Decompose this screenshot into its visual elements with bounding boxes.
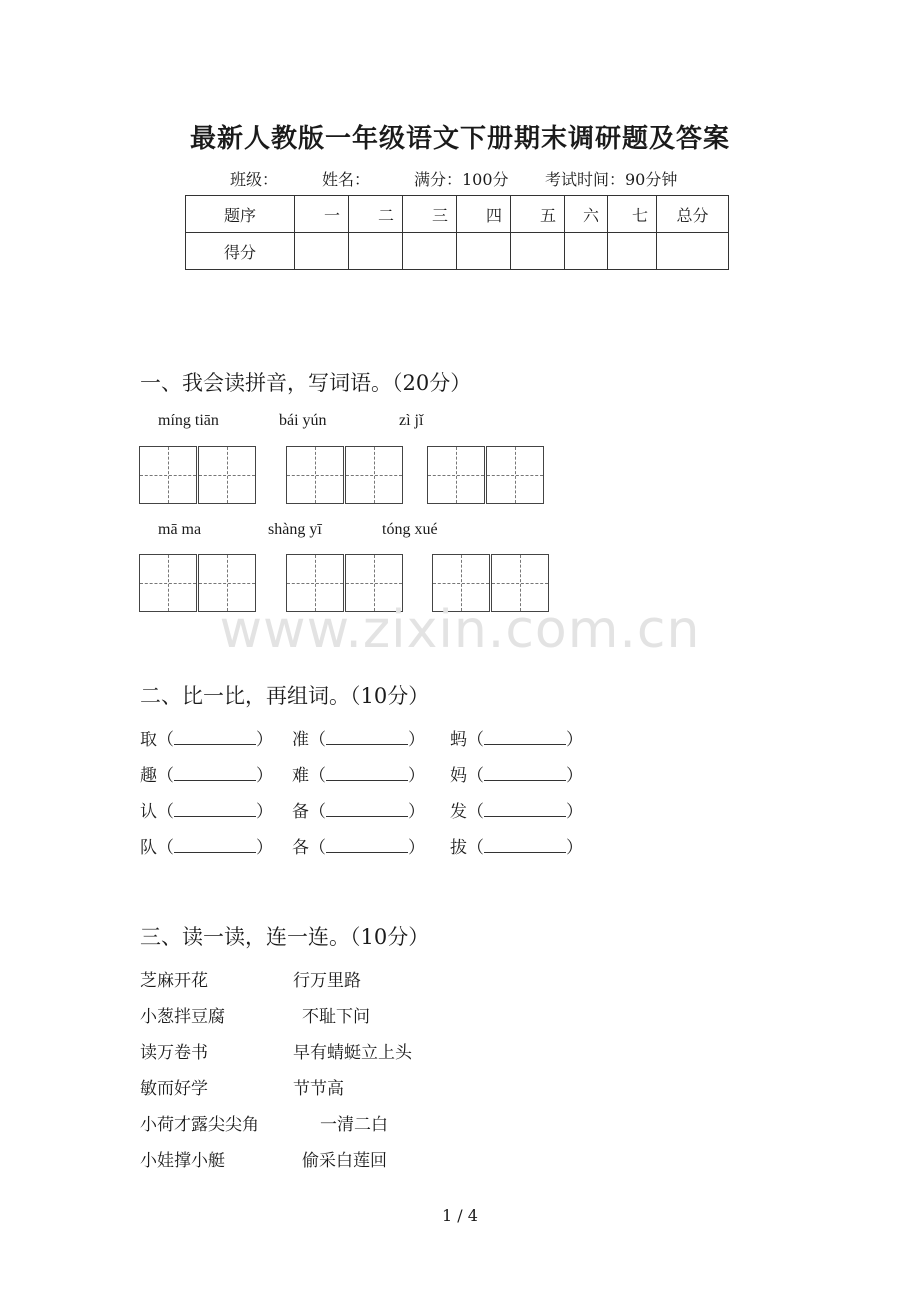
class-label: 班级： — [230, 170, 279, 189]
open-paren: （ — [467, 838, 484, 858]
score-cell[interactable] — [657, 233, 729, 270]
score-cell[interactable] — [349, 233, 403, 270]
header-cell: 五 — [511, 196, 565, 233]
answer-blank[interactable] — [484, 836, 566, 853]
writing-grid[interactable] — [427, 446, 485, 504]
character: 认 — [140, 802, 157, 822]
header-cell: 题序 — [186, 196, 295, 233]
writing-grid[interactable] — [345, 446, 403, 504]
score-cell[interactable] — [608, 233, 657, 270]
answer-blank[interactable] — [326, 836, 408, 853]
close-paren: ） — [408, 838, 425, 858]
section3-heading: 三、读一读，连一连。（10分） — [140, 925, 430, 949]
word-item — [292, 725, 425, 750]
header-cell: 总分 — [657, 196, 729, 233]
close-paren: ） — [408, 766, 425, 786]
match-right-item[interactable]: 不耻下问 — [302, 1007, 370, 1027]
match-right-item[interactable]: 行万里路 — [293, 971, 361, 991]
section1-heading: 一、我会读拼音，写词语。（20分） — [140, 371, 472, 395]
match-left-item[interactable]: 小荷才露尖尖角 — [140, 1115, 259, 1135]
writing-grid[interactable] — [486, 446, 544, 504]
match-left-item[interactable]: 敏而好学 — [140, 1079, 208, 1099]
open-paren: （ — [309, 730, 326, 750]
pinyin-label: míng tiān — [158, 412, 219, 429]
match-left-item[interactable]: 小葱拌豆腐 — [140, 1007, 225, 1027]
answer-blank[interactable] — [326, 800, 408, 817]
close-paren: ） — [566, 766, 583, 786]
match-right-item[interactable]: 节节高 — [293, 1079, 344, 1099]
open-paren: （ — [467, 730, 484, 750]
word-item — [140, 725, 273, 750]
score-table-header-row — [186, 196, 729, 233]
answer-blank[interactable] — [174, 800, 256, 817]
close-paren: ） — [256, 766, 273, 786]
watermark: www.zixin.com.cn — [219, 600, 701, 660]
character: 妈 — [450, 766, 467, 786]
close-paren: ） — [408, 802, 425, 822]
character: 发 — [450, 802, 467, 822]
name-label: 姓名： — [322, 170, 371, 189]
score-cell[interactable] — [457, 233, 511, 270]
row-label: 得分 — [186, 233, 295, 270]
header-cell: 六 — [565, 196, 608, 233]
pinyin-label: shàng yī — [268, 521, 322, 538]
score-table-row — [186, 233, 729, 270]
score-table — [185, 195, 729, 270]
answer-blank[interactable] — [484, 728, 566, 745]
page-number: 1 / 4 — [442, 1206, 478, 1225]
close-paren: ） — [256, 802, 273, 822]
answer-blank[interactable] — [174, 764, 256, 781]
word-item — [292, 833, 425, 858]
close-paren: ） — [566, 838, 583, 858]
score-cell[interactable] — [295, 233, 349, 270]
writing-grid[interactable] — [286, 446, 344, 504]
open-paren: （ — [309, 838, 326, 858]
match-right-item[interactable]: 早有蜻蜓立上头 — [293, 1043, 412, 1063]
full-score: 满分：100分 — [414, 170, 509, 189]
page-title: 最新人教版一年级语文下册期末调研题及答案 — [189, 124, 730, 154]
answer-blank[interactable] — [484, 800, 566, 817]
match-right-item[interactable]: 一清二白 — [320, 1115, 388, 1135]
word-item — [450, 761, 583, 786]
character: 各 — [292, 838, 309, 858]
header-cell: 七 — [608, 196, 657, 233]
answer-blank[interactable] — [484, 764, 566, 781]
pinyin-label: mā ma — [158, 521, 202, 538]
character: 取 — [140, 730, 157, 750]
word-item — [140, 833, 273, 858]
word-item — [450, 725, 583, 750]
match-left-item[interactable]: 读万卷书 — [140, 1043, 208, 1063]
score-cell[interactable] — [565, 233, 608, 270]
character: 难 — [292, 766, 309, 786]
word-item — [140, 797, 273, 822]
open-paren: （ — [309, 766, 326, 786]
open-paren: （ — [157, 802, 174, 822]
open-paren: （ — [467, 766, 484, 786]
open-paren: （ — [309, 802, 326, 822]
section2-heading: 二、比一比，再组词。（10分） — [140, 684, 430, 708]
writing-grid[interactable] — [139, 446, 197, 504]
match-right-item[interactable]: 偷采白莲回 — [302, 1151, 387, 1171]
character: 蚂 — [450, 730, 467, 750]
character: 趣 — [140, 766, 157, 786]
word-item — [450, 797, 583, 822]
header-cell: 四 — [457, 196, 511, 233]
header-cell: 一 — [295, 196, 349, 233]
close-paren: ） — [256, 838, 273, 858]
pinyin-label: zì jǐ — [399, 412, 424, 429]
word-item — [450, 833, 583, 858]
match-left-item[interactable]: 小娃撑小艇 — [140, 1151, 225, 1171]
open-paren: （ — [157, 730, 174, 750]
pinyin-label: bái yún — [279, 412, 327, 429]
score-cell[interactable] — [511, 233, 565, 270]
answer-blank[interactable] — [326, 764, 408, 781]
open-paren: （ — [157, 766, 174, 786]
character: 备 — [292, 802, 309, 822]
word-item — [292, 761, 425, 786]
open-paren: （ — [157, 838, 174, 858]
close-paren: ） — [566, 802, 583, 822]
exam-time: 考试时间：90分钟 — [545, 170, 678, 189]
header-cell: 三 — [403, 196, 457, 233]
character: 准 — [292, 730, 309, 750]
pinyin-label: tóng xué — [382, 521, 438, 538]
answer-blank[interactable] — [174, 836, 256, 853]
close-paren: ） — [566, 730, 583, 750]
match-left-item[interactable]: 芝麻开花 — [140, 971, 208, 991]
score-cell[interactable] — [403, 233, 457, 270]
character: 队 — [140, 838, 157, 858]
answer-blank[interactable] — [174, 728, 256, 745]
close-paren: ） — [408, 730, 425, 750]
character: 拔 — [450, 838, 467, 858]
close-paren: ） — [256, 730, 273, 750]
word-item — [140, 761, 273, 786]
answer-blank[interactable] — [326, 728, 408, 745]
header-cell: 二 — [349, 196, 403, 233]
writing-grid[interactable] — [198, 446, 256, 504]
open-paren: （ — [467, 802, 484, 822]
word-item — [292, 797, 425, 822]
